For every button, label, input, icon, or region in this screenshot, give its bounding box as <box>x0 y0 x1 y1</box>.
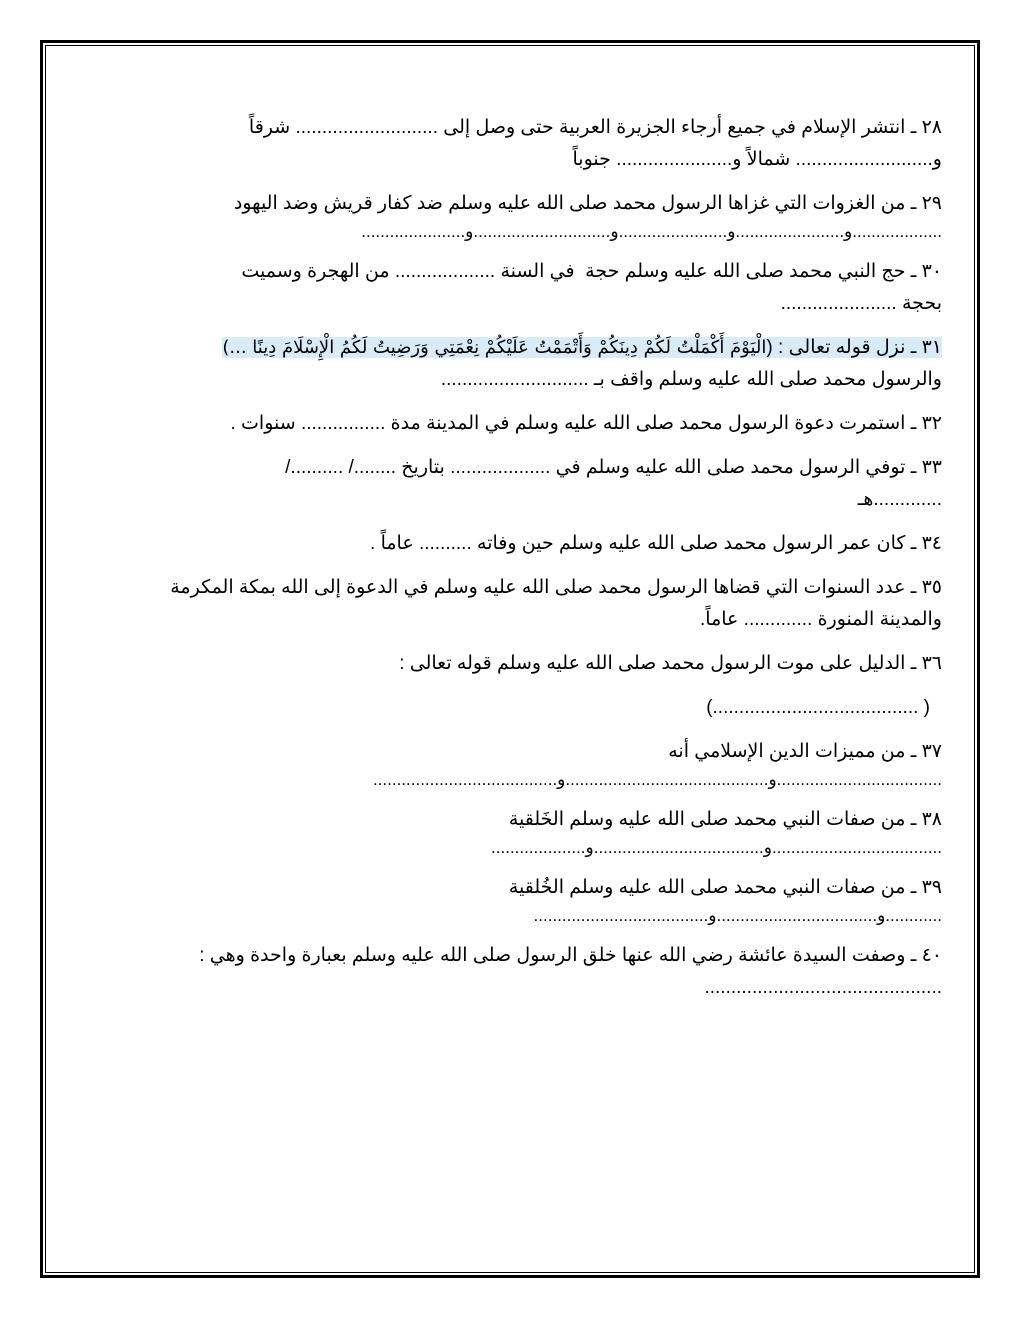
question-text: عدد السنوات التي قضاها الرسول محمد صلى الله عليه وسلم في الدعوة إلى الله بمكة المكرمة <box>170 577 906 598</box>
question-text: توفي الرسول محمد صلى الله عليه وسلم في ................... بتاريخ ......../ ........../ <box>285 457 906 478</box>
question-number: ٣٦ <box>921 653 942 674</box>
question-29: ٢٩ ـ من الغزوات التي غزاها الرسول محمد صلى الله عليه وسلم ضد كفار قريش وضد اليهود ...................و.......................و.......................و.............................و...................... <box>108 188 942 244</box>
answer-blank-line: ............و..................................و..................................... <box>533 906 942 925</box>
highlighted-verse: ٣١ ـ نزل قوله تعالى : (الْيَوْمَ أَكْمَلْتُ لَكُمْ دِينَكُمْ وَأَتْمَمْتُ عَلَيْكُمْ نِعْمَتِي وَرَضِيتُ لَكُمُ الْإِسْلَامَ دِينًا ...) <box>222 337 942 358</box>
question-number: ٣٧ <box>921 741 942 762</box>
question-text: نزل قوله تعالى : ( <box>766 337 906 358</box>
question-text: من مميزات الدين الإسلامي أنه <box>668 741 906 762</box>
question-number: ٤٠ <box>921 945 942 966</box>
question-line-2: .............هـ <box>857 489 942 510</box>
question-text: من صفات النبي محمد صلى الله عليه وسلم الخَلقية <box>508 809 906 830</box>
question-35: ٣٥ ـ عدد السنوات التي قضاها الرسول محمد صلى الله عليه وسلم في الدعوة إلى الله بمكة المكرمة والمدينة المنورة ............. عاماً. <box>108 572 942 636</box>
question-number: ٣٣ <box>921 457 942 478</box>
question-28: ٢٨ ـ انتشر الإسلام في جميع أرجاء الجزيرة العربية حتى وصل إلى ........................... شرقاً و.......................... شمالاً و...................... جنوباً <box>108 112 942 176</box>
question-39: ٣٩ ـ من صفات النبي محمد صلى الله عليه وسلم الخُلقية ............و..................................و..................................... <box>108 872 942 928</box>
question-text: وصفت السيدة عائشة رضي الله عنها خلق الرسول صلى الله عليه وسلم بعبارة واحدة وهي : <box>199 945 906 966</box>
question-38: ٣٨ ـ من صفات النبي محمد صلى الله عليه وسلم الخَلقية ....................................و....................................و.................... <box>108 804 942 860</box>
question-text: من الغزوات التي غزاها الرسول محمد صلى الله عليه وسلم ضد كفار قريش وضد اليهود <box>233 193 906 214</box>
answer-blank-line: ...................و.......................و.......................و.............................و...................... <box>361 222 942 241</box>
question-number: ٣٥ <box>921 577 942 598</box>
question-32: ٣٢ ـ استمرت دعوة الرسول محمد صلى الله عليه وسلم في المدينة مدة ................ سنوات . <box>230 413 942 434</box>
answer-blank-line: ...................................و...........................................و....................................... <box>372 770 942 789</box>
question-number: ٣٨ <box>921 809 942 830</box>
answer-blank-line: ....................................و....................................و.................... <box>491 838 942 857</box>
question-text: حج النبي محمد صلى الله عليه وسلم حجة في السنة ................... من الهجرة وسميت <box>241 261 906 282</box>
question-line-2: و.......................... شمالاً و...................... جنوباً <box>572 149 942 170</box>
question-30: ٣٠ ـ حج النبي محمد صلى الله عليه وسلم حجة في السنة ................... من الهجرة وسميت بحجة ...................... <box>108 256 942 320</box>
question-36: ٣٦ ـ الدليل على موت الرسول محمد صلى الله عليه وسلم قوله تعالى : <box>399 653 942 674</box>
question-number: ٣٩ <box>921 877 942 898</box>
question-number: ٣١ <box>921 337 942 358</box>
question-text: كان عمر الرسول محمد صلى الله عليه وسلم حين وفاته .......... عاماً . <box>370 533 906 554</box>
answer-blank-line: ( .......................................) <box>706 697 930 718</box>
question-40: ٤٠ ـ وصفت السيدة عائشة رضي الله عنها خلق الرسول صلى الله عليه وسلم بعبارة واحدة وهي : ............................................. <box>108 940 942 1004</box>
answer-blank-line: ............................................. <box>704 977 942 998</box>
question-31 <box>108 332 942 396</box>
verse-answer-blank <box>108 692 942 724</box>
question-line-2: والمدينة المنورة ............. عاماً. <box>700 609 942 630</box>
question-line-2: والرسول محمد صلى الله عليه وسلم واقف بـ ............................ <box>440 369 942 390</box>
question-text: الدليل على موت الرسول محمد صلى الله عليه وسلم قوله تعالى : <box>399 653 906 674</box>
question-text: استمرت دعوة الرسول محمد صلى الله عليه وسلم في المدينة مدة ................ سنوات . <box>230 413 906 434</box>
question-number: ٣٤ <box>921 533 942 554</box>
question-33: ٣٣ ـ توفي الرسول محمد صلى الله عليه وسلم في ................... بتاريخ ......../ ........../ .............هـ <box>108 452 942 516</box>
question-number: ٣٠ <box>921 261 942 282</box>
question-line-2: بحجة ...................... <box>780 293 942 314</box>
question-number: ٢٨ <box>921 117 942 138</box>
question-text: من صفات النبي محمد صلى الله عليه وسلم الخُلقية <box>508 877 906 898</box>
question-number: ٣٢ <box>921 413 942 434</box>
question-number: ٢٩ <box>921 193 942 214</box>
question-37: ٣٧ ـ من مميزات الدين الإسلامي أنه ...................................و...........................................و....................................... <box>108 736 942 792</box>
worksheet-content <box>108 112 942 1016</box>
quran-verse: الْيَوْمَ أَكْمَلْتُ لَكُمْ دِينَكُمْ وَأَتْمَمْتُ عَلَيْكُمْ نِعْمَتِي وَرَضِيتُ لَكُمُ الْإِسْلَامَ دِينًا ...) <box>222 337 767 358</box>
question-text: انتشر الإسلام في جميع أرجاء الجزيرة العربية حتى وصل إلى ........................... شرقاً <box>248 117 906 138</box>
question-34: ٣٤ ـ كان عمر الرسول محمد صلى الله عليه وسلم حين وفاته .......... عاماً . <box>370 533 942 554</box>
